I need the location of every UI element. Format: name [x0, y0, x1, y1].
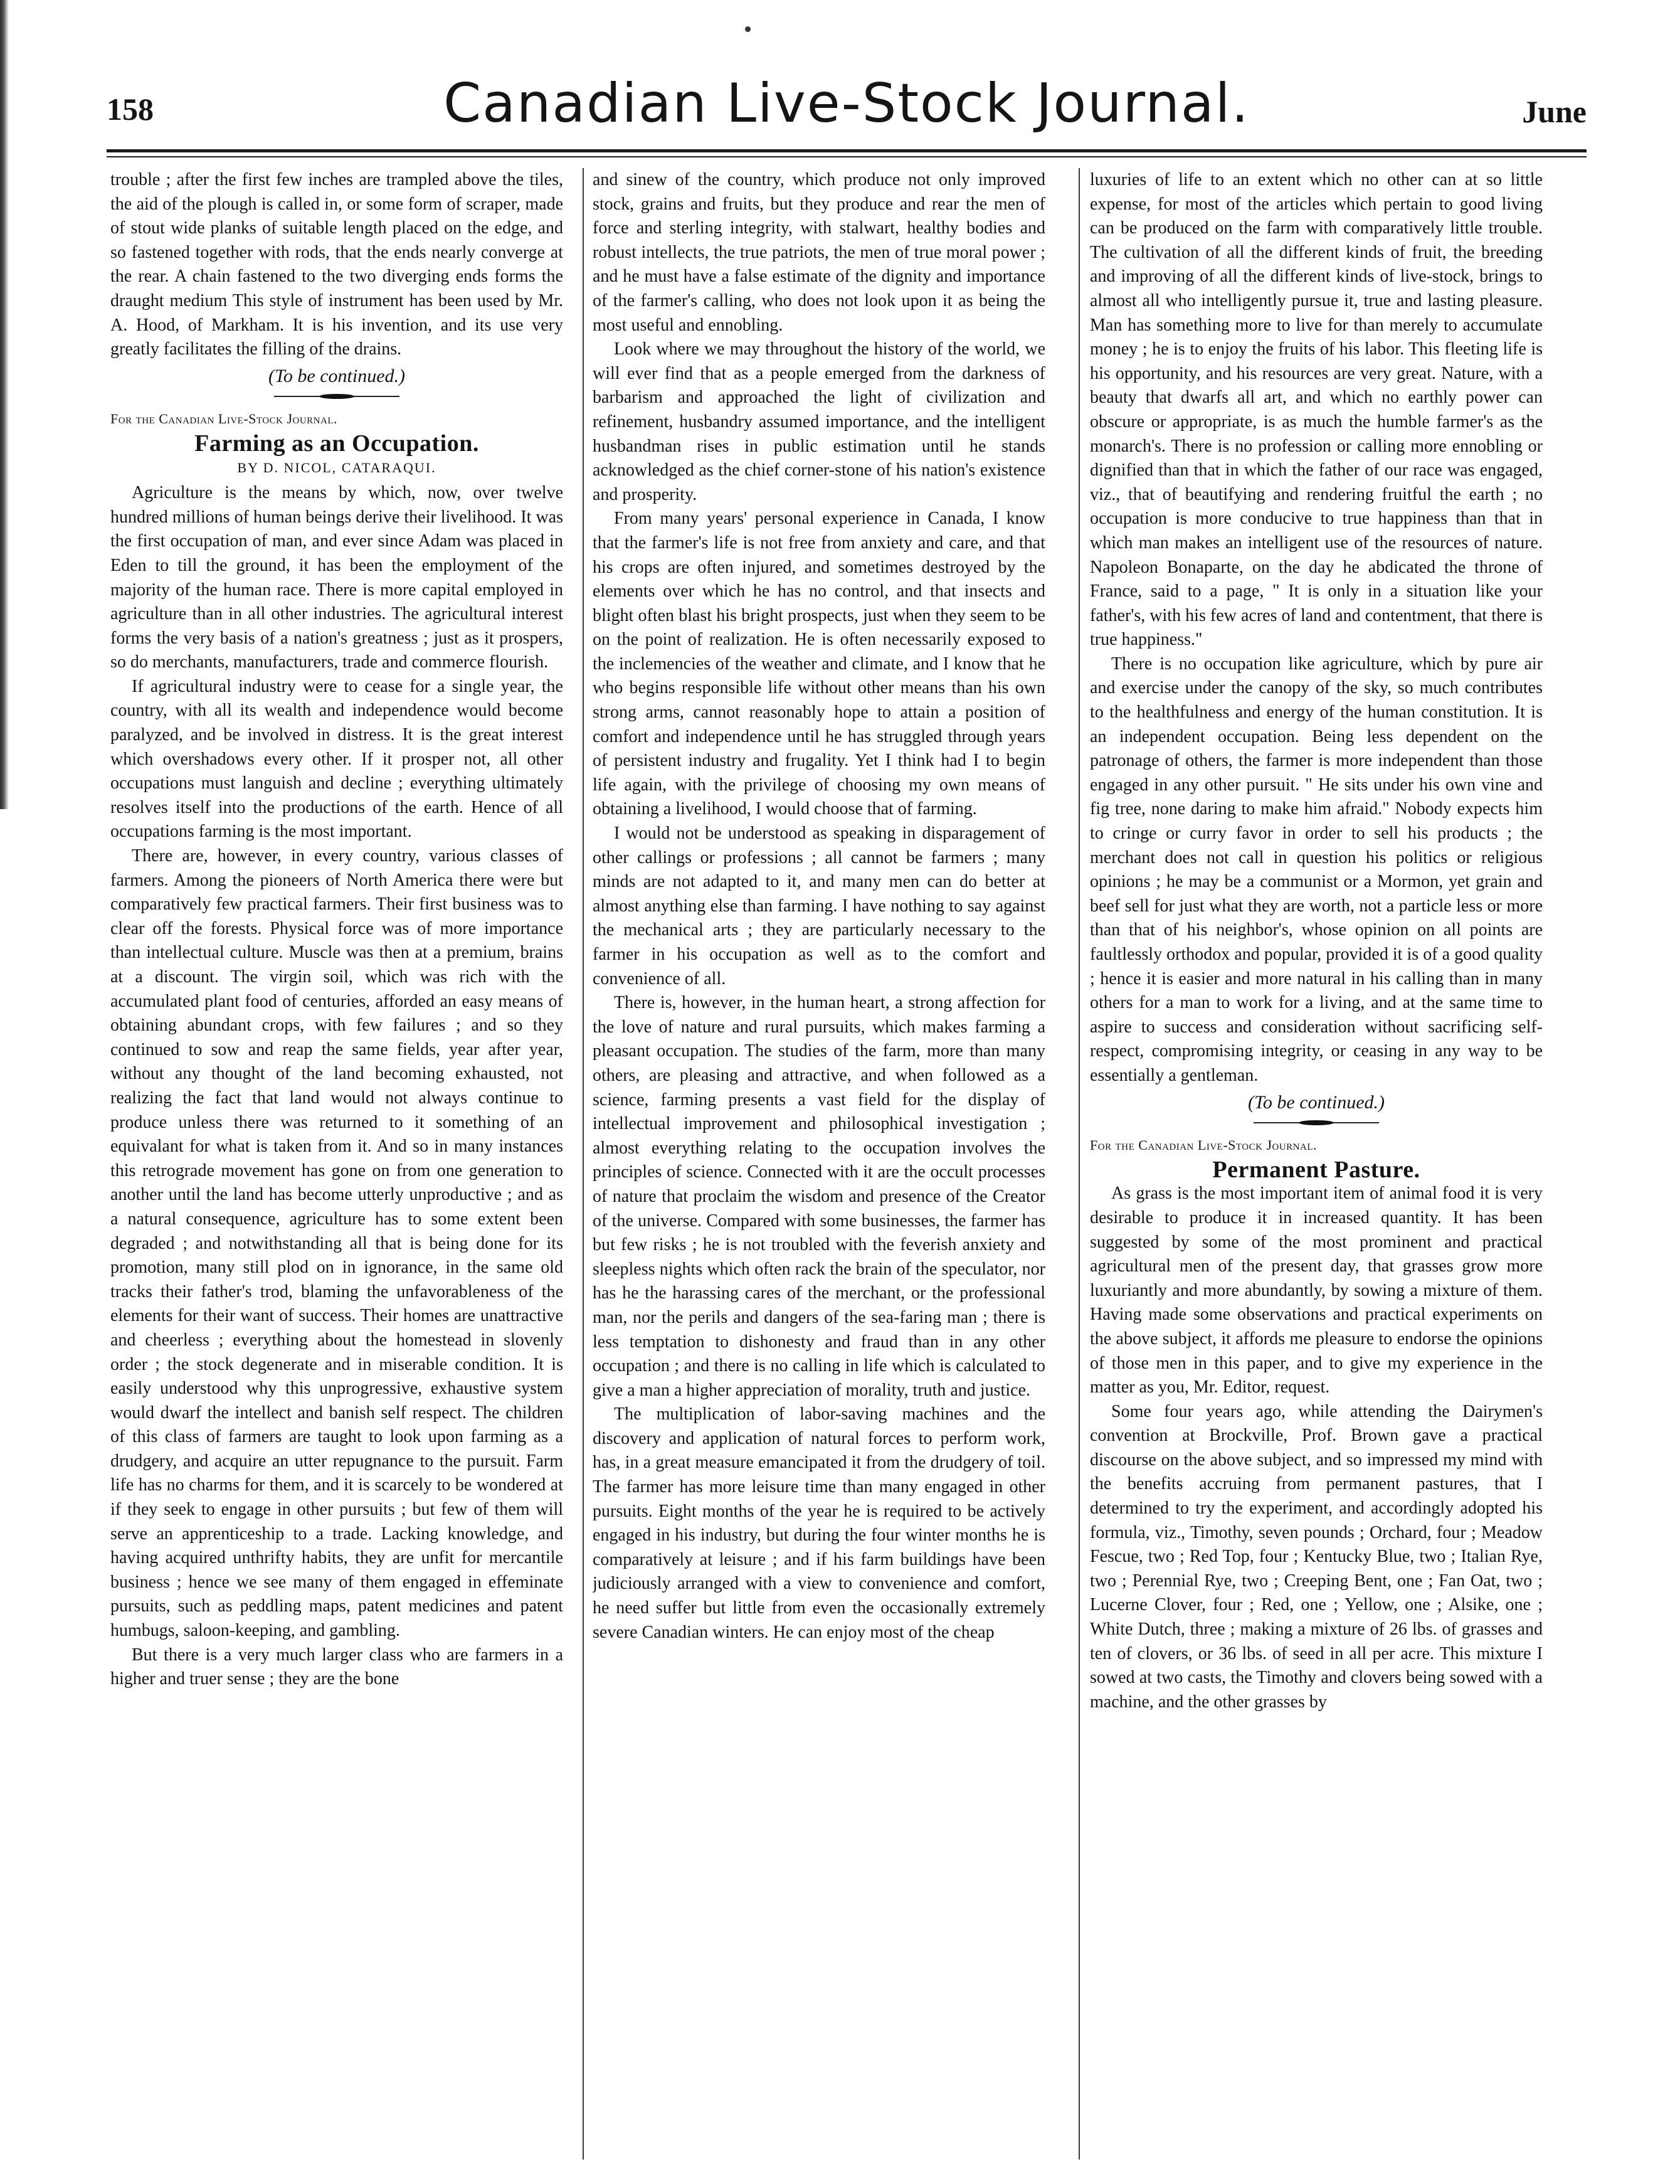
- column-1: [110, 168, 563, 2156]
- paragraph: trouble ; after the first few inches are trampled above the tiles, the aid of the plough is called in, or some form of scraper, made of stout wide planks of suitable length placed on the edge, and so fastened together with rods, that the ends nearly converge at the rear. A chain fastened to the two diverging ends forms the draught medium This style of instrument has been used by Mr. A. Hood, of Markham. It is his invention, and its use very greatly facilitates the filling of the drains.: [110, 170, 563, 359]
- paragraph: There is no occupation like agriculture, which by pure air and exercise under the canopy of the sky, so much contributes to the healthfulness and energy of the human constitution. It is an independent occupation. Being less dependent on the patronage of others, the farmer is more independent than those engaged in any other pursuit. " He sits under his own vine and fig tree, none daring to make him afraid." Nobody expects him to cringe or curry favor in order to sell his products ; the merchant does not call in question his politics or religious opinions ; he may be a communist or a Mormon, yet grain and beef sell for just what they are worth, not a particle less or more than that of his neighbor's, whose opinion on all points are faultlessly orthodox and popular, provided it is of a good quality ; hence it is easier and more natural in his calling than in many others for a man to work for a living, and at the same time to aspire to success and consideration without sacrificing self-respect, compromising integrity, or ceasing in any way to be essentially a gentleman.: [1090, 654, 1543, 1085]
- paragraph: As grass is the most important item of animal food it is very desirable to produce it in increased quantity. It has been suggested by some of the most prominent and practical agricultural men of the present day, that grasses grow more luxuriantly and more abundantly, by sowing a mixture of them. Having made some observations and practical experiments on the above subject, it affords me pleasure to endorse the opinions of those men in this paper, and to give my experience in the matter as you, Mr. Editor, request.: [1090, 1184, 1543, 1397]
- paragraph: But there is a very much larger class who are farmers in a higher and truer sense ; they are the bone: [110, 1645, 563, 1689]
- journal-title: Canadian Live-Stock Journal.: [443, 72, 1250, 135]
- issue-month: June: [1522, 94, 1587, 129]
- byline: BY D. NICOL, CATARAQUI.: [237, 459, 436, 475]
- header-rule: [107, 149, 1587, 152]
- column-divider: [1079, 168, 1080, 2160]
- paragraph: and sinew of the country, which produce not only improved stock, grains and fruits, but they produce and rear the men of force and sterling integrity, with stalwart, healthy bodies and robust intellects, the true patriots, the men of true moral power ; and he must have a false estimate of the dignity and importance of the farmer's calling, who does not look upon it as being the most useful and ennobling.: [593, 170, 1045, 335]
- masthead: [107, 72, 1587, 141]
- section-rule: [274, 390, 399, 403]
- continued-note: (To be continued.): [268, 365, 406, 386]
- continued-note: (To be continued.): [1247, 1091, 1385, 1113]
- page-number: 158: [107, 92, 154, 127]
- ink-dot: [745, 26, 751, 32]
- column-2: [593, 168, 1045, 2156]
- header-rule-thin: [107, 156, 1587, 157]
- column-3: [1090, 168, 1543, 2156]
- paragraph: luxuries of life to an extent which no other can at so little expense, for most of the articles which pertain to good living can be produced on the farm with comparatively little trouble. The cultivation of all the different kinds of fruit, the breeding and improving of all the different kinds of live-stock, brings to almost all who intelligently pursue it, true and lasting pleasure. Man has something more to live for than merely to accumulate money ; he is to enjoy the fruits of his labor. This fleeting life is his opportunity, and his resources are very great. Nature, with a beauty that dwarfs all art, and which no earthly power can obscure or appropriate, is as much the humble farmer's as the monarch's. There is no profession or calling more ennobling or dignified than that in which the father of our race was engaged, viz., that of beautifying and rendering fruitful the earth ; no occupation is more conducive to true happiness than that in which man makes an intelligent use of the resources of nature. Napoleon Bonaparte, on the day he abdicated the throne of France, said to a page, " It is only in a situation like your father's, with his few acres of land and contentment, that there is true happiness.": [1090, 170, 1543, 650]
- paragraph: From many years' personal experience in Canada, I know that the farmer's life is not free from anxiety and care, and that his crops are often injured, and sometimes destroyed by the elements over which he has no control, and that insects and blight often blast his bright prospects, just when they seem to be on the point of realization. He is often necessarily exposed to the inclemencies of the weather and climate, and I know that he who begins responsible life without other means than his own strong arms, cannot reasonably hope to attain a position of comfort and independence until he has struggled through years of persistent industry and frugality. Yet I think had I to begin life again, with the privilege of choosing my own means of obtaining a livelihood, I would choose that of farming.: [593, 509, 1045, 819]
- paragraph: Some four years ago, while attending the Dairymen's convention at Brockville, Prof. Brown gave a practical discourse on the above subject, and so impressed my mind with the benefits accruing from permanent pastures, that I determined to try the experiment, and accordingly adopted his formula, viz., Timothy, seven pounds ; Orchard, four ; Meadow Fescue, two ; Red Top, four ; Kentucky Blue, two ; Italian Rye, two ; Perennial Rye, two ; Creeping Bent, one ; Fan Oat, two ; Lucerne Clover, four ; Red, one ; Yellow, one ; Alsike, one ; White Dutch, three ; making a mixture of 26 lbs. of grasses and ten of clovers, or 36 lbs. of seed in all per acre. This mixture I sowed at two casts, the Timothy and clovers being sowed with a machine, and the other grasses by: [1090, 1401, 1543, 1712]
- column-divider: [583, 168, 584, 2160]
- paragraph: Look where we may throughout the history of the world, we will ever find that as a people emerged from the darkness of barbarism and approached the light of civilization and refinement, husbandry assumed importance, and the intelligent husbandman rises in public estimation until he stands acknowledged as the chief corner-stone of his nation's existence and prosperity.: [593, 339, 1045, 504]
- paragraph: Agriculture is the means by which, now, over twelve hundred millions of human beings derive their livelihood. It was the first occupation of man, and ever since Adam was placed in Eden to till the ground, it has been the employment of the majority of the human race. There is more capital employed in agriculture than in all other industries. The agricultural interest forms the very basis of a nation's greatness ; just as it prospers, so do merchants, manufacturers, trade and commerce flourish.: [110, 483, 563, 672]
- paragraph: If agricultural industry were to cease for a single year, the country, with all its wealth and independence would become paralyzed, and be involved in distress. It is the great interest which overshadows every other. If it prosper not, all other occupations must languish and decline ; everything ultimately resolves itself into the productions of the earth. Hence of all occupations farming is the most important.: [110, 676, 563, 842]
- article-title: Permanent Pasture.: [1212, 1156, 1420, 1183]
- paragraph: The multiplication of labor-saving machines and the discovery and application of natural forces to perform work, has, in a great measure emancipated it from the drudgery of toil. The farmer has more leisure time than many engaged in other pursuits. Eight months of the year he is required to be actively engaged in his industry, but during the four winter months he is comparatively at leisure ; and if his farm buildings have been judiciously arranged with a view to convenience and comfort, he need suffer but little from even the occasionally extremely severe Canadian winters. He can enjoy most of the cheap: [593, 1404, 1045, 1642]
- binding-edge: [0, 0, 9, 809]
- paragraph: I would not be understood as speaking in disparagement of other callings or professions ; all cannot be farmers ; many minds are not adapted to it, and many men can do better at almost anything else than farming. I have nothing to say against the mechanical arts ; they are particularly necessary to the farmer in his occupation as well as to the comfort and convenience of all.: [593, 824, 1045, 989]
- source-line: For the Canadian Live-Stock Journal.: [110, 411, 338, 427]
- article-title: Farming as an Occupation.: [194, 430, 479, 457]
- source-line: For the Canadian Live-Stock Journal.: [1090, 1137, 1318, 1153]
- paragraph: There is, however, in the human heart, a strong affection for the love of nature and rural pursuits, which makes farming a pleasant occupation. The studies of the farm, more than many others, are pleasing and attractive, and when followed as a science, farming presents a vast field for the display of intellectual improvement and philosophical investigation ; almost everything relating to the occupation involves the principles of science. Connected with it are the occult processes of nature that proclaim the wisdom and presence of the Creator of the universe. Compared with some businesses, the farmer has but few risks ; he is not troubled with the feverish anxiety and sleepless nights which often rack the brain of the speculator, nor has he the harassing cares of the merchant, or the professional man, nor the perils and dangers of the sea-faring man ; there is less temptation to dishonesty and fraud than in any other occupation ; and there is no calling in life which is calculated to give a man a higher appreciation of morality, truth and justice.: [593, 993, 1045, 1400]
- section-rule: [1254, 1116, 1379, 1130]
- paragraph: There are, however, in every country, various classes of farmers. Among the pioneers of North America there were but comparatively few practical farmers. Their first business was to clear off the forests. Physical force was of more importance than intellectual culture. Muscle was then at a premium, brains at a discount. The virgin soil, which was rich with the accumulated plant food of centuries, afforded an easy means of obtaining abundant crops, with few failures ; and so they continued to sow and reap the same fields, year after year, without any thought of the land becoming exhausted, not realizing the fact that land would not always continue to produce unless there was returned to it something of an equivalant for what is taken from it. And so in many instances this retrograde movement has gone on from one generation to another until the land has become utterly unproductive ; and as a natural consequence, agriculture has to some extent been degraded ; and notwithstanding all that is being done for its promotion, many still plod on in ignorance, in the same old tracks their father's trod, blaming the unfavorableness of the elements for their want of success. Their homes are unattractive and cheerless ; everything about the homestead in slovenly order ; the stock degenerate and in miserable condition. It is easily understood why this unprogressive, exhaustive system would dwarf the intellect and banish self respect. The children of this class of farmers are taught to look upon farming as a drudgery, and acquire an utter repugnance to the pursuit. Farm life has no charms for them, and it is scarcely to be wondered at if they seek to engage in other pursuits ; but few of them will serve an apprenticeship to a trade. Lacking knowledge, and having acquired unthrifty habits, they are unfit for mercantile business ; hence we see many of them engaged in effeminate pursuits, such as peddling maps, patent medicines and patent humbugs, saloon-keeping, and gambling.: [110, 846, 563, 1641]
